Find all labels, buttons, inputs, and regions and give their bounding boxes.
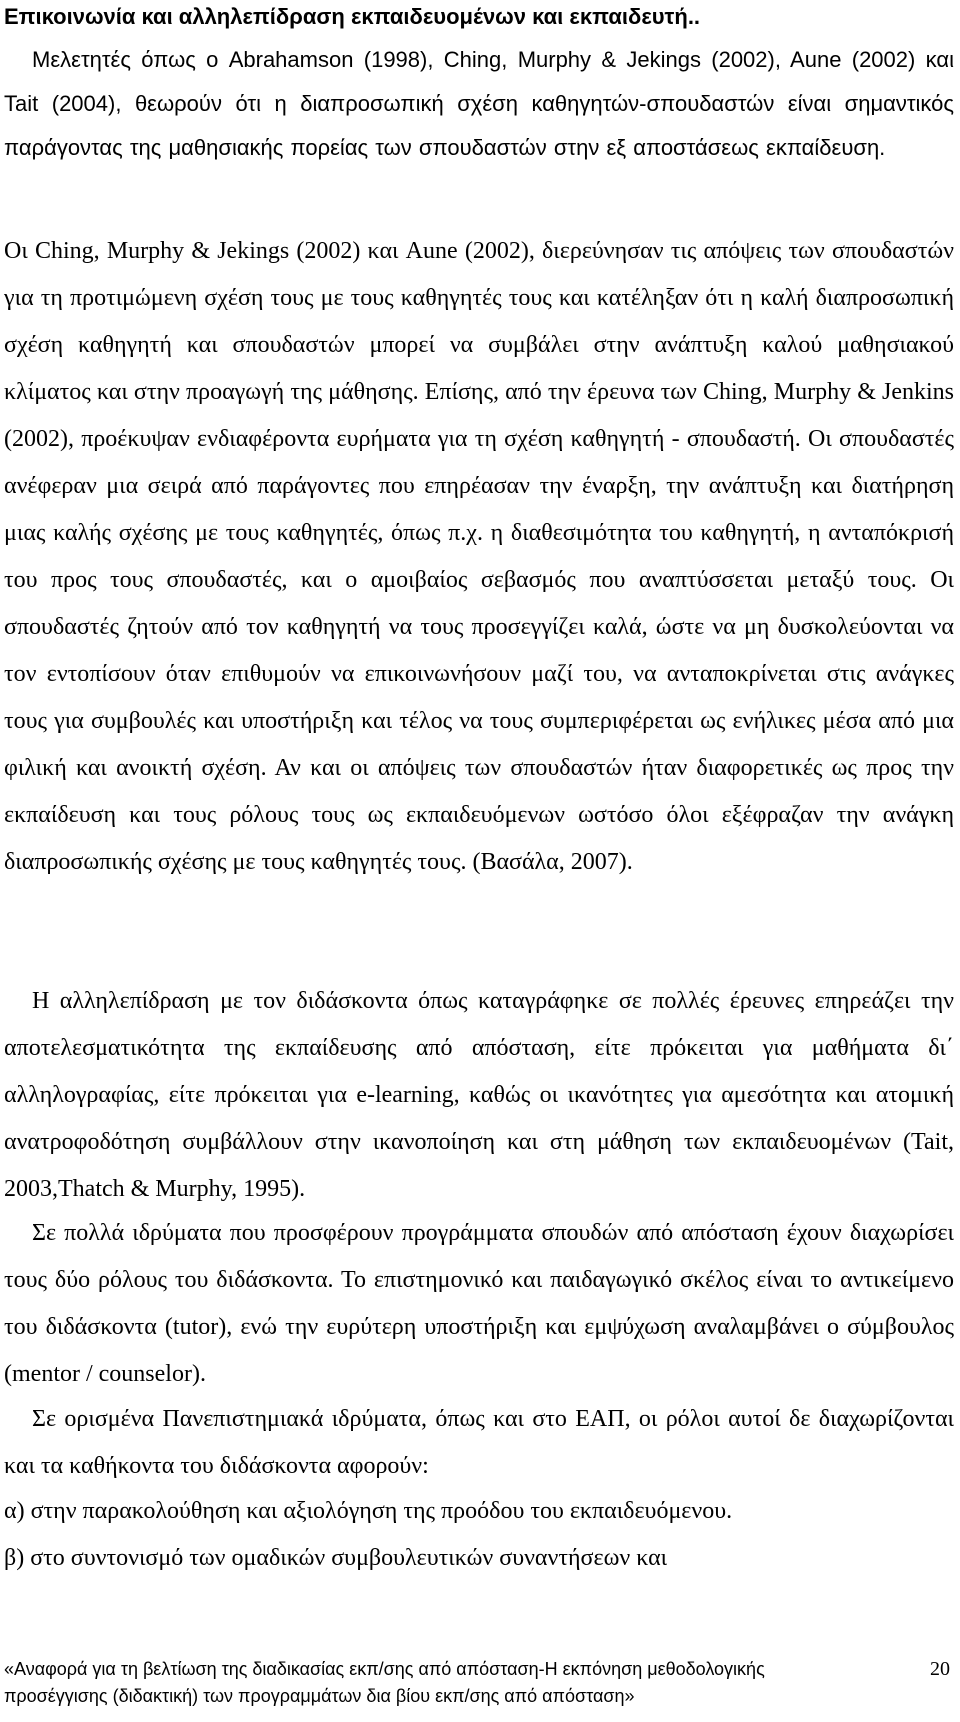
- body-paragraph-2: Η αλληλεπίδραση με τον διδάσκοντα όπως καταγράφηκε σε πολλές έρευνες επηρεάζει την αποτελεσματικότητα της εκπαίδευσης από απόσταση, είτε πρόκειται για μαθήματα δι΄ αλληλογραφίας, είτε πρόκειται για e-learning, καθώς οι ικανότητες για αμεσότητα και ατομική ανατροφοδότηση συμβάλλουν στην ικανοποίηση και στη μάθηση των εκπαιδευομένων (Tait, 2003,Thatch & Murphy, 1995).: [4, 988, 954, 1202]
- list-item-a: α) στην παρακολούθηση και αξιολόγηση της προόδου του εκπαιδευόμενου.: [4, 1498, 733, 1524]
- section-title: Επικοινωνία και αλληλεπίδραση εκπαιδευομένων και εκπαιδευτή..: [4, 4, 701, 29]
- body-paragraph-1: Οι Ching, Murphy & Jekings (2002) και Aune (2002), διερεύνησαν τις απόψεις των σπουδαστών για τη προτιμώμενη σχέση τους με τους καθηγητές τους και κατέληξαν ότι η καλή διαπροσωπική σχέση καθηγητή και σπουδαστών μπορεί να συμβάλει στην ανάπτυξη καλού μαθησιακού κλίματος και στην προαγωγή της μάθησης. Επίσης, από την έρευνα των Ching, Murphy & Jenkins (2002), προέκυψαν ενδιαφέροντα ευρήματα για τη σχέση καθηγητή - σπουδαστή. Οι σπουδαστές ανέφεραν μια σειρά από παράγοντες που επηρέασαν την έναρξη, την ανάπτυξη και διατήρηση μιας καλής σχέσης με τους καθηγητές, όπως π.χ. η διαθεσιμότητα του καθηγητή, η ανταπόκρισή του προς τους σπουδαστές, και ο αμοιβαίος σεβασμός που αναπτύσσεται μεταξύ τους. Οι σπουδαστές ζητούν από τον καθηγητή να τους προσεγγίζει καλά, ώστε να μη δυσκολεύονται να τον εντοπίσουν όταν επιθυμούν να επικοινωνήσουν μαζί του, να ανταποκρίνεται στις ανάγκες τους για συμβουλές και υποστήριξη και τέλος να τους συμπεριφέρεται ως ενήλικες μέσα από μια φιλική και ανοικτή σχέση. Αν και οι απόψεις των σπουδαστών ήταν διαφορετικές ως προς την εκπαίδευση και τους ρόλους τους ως εκπαιδευόμενων ωστόσο όλοι εξέφραζαν την ανάγκη διαπροσωπικής σχέσης με τους καθηγητές τους. (Βασάλα, 2007).: [4, 238, 954, 875]
- footer-line-2: προσέγγισης (διδακτική) των προγραμμάτων δια βίου εκπ/σης από απόσταση»: [4, 1686, 635, 1706]
- page-footer: [4, 1656, 904, 1710]
- lead-paragraph-text: Μελετητές όπως ο Abrahamson (1998), Ching, Murphy & Jekings (2002), Aune (2002) και Tait (2004), θεωρούν ότι η διαπροσωπική σχέση καθηγητών-σπουδαστών είναι σημαντικός παράγοντας της μαθησιακής πορείας των σπουδαστών στην εξ αποστάσεως εκπαίδευση.: [4, 47, 954, 160]
- body-paragraph-4: Σε ορισμένα Πανεπιστημιακά ιδρύματα, όπως και στο ΕΑΠ, οι ρόλοι αυτοί δε διαχωρίζονται και τα καθήκοντα του διδάσκοντα αφορούν:: [4, 1406, 954, 1479]
- body-paragraph-3: Σε πολλά ιδρύματα που προσφέρουν προγράμματα σπουδών από απόσταση έχουν διαχωρίσει τους δύο ρόλους του διδάσκοντα. Το επιστημονικό και παιδαγωγικό σκέλος είναι το αντικείμενο του διδάσκοντα (tutor), ενώ την ευρύτερη υποστήριξη και εμψύχωση αναλαμβάνει ο σύμβουλος (mentor / counselor).: [4, 1220, 954, 1387]
- lead-paragraph: [4, 38, 954, 170]
- page-number: 20: [930, 1658, 950, 1680]
- document-page: [4, 0, 956, 1722]
- list-item-b: β) στο συντονισμό των ομαδικών συμβουλευτικών συναντήσεων και: [4, 1545, 668, 1571]
- footer-line-1: «Αναφορά για τη βελτίωση της διαδικασίας εκπ/σης από απόσταση-Η εκπόνηση μεθοδολογικής: [4, 1659, 765, 1679]
